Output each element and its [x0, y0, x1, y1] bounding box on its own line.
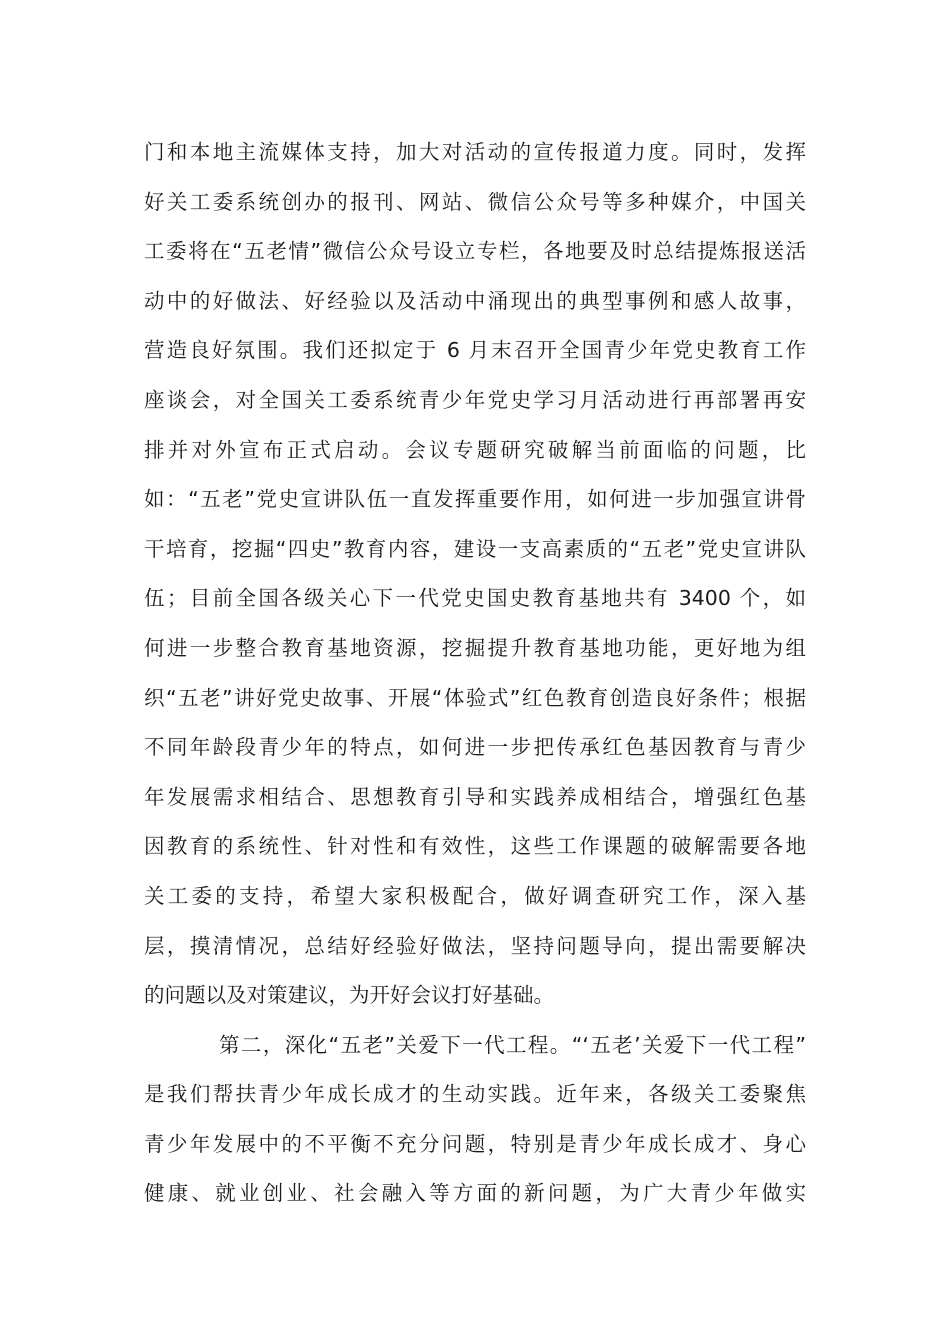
- paragraph-line: 动中的好做法、好经验以及活动中涌现出的典型事例和感人故事，: [144, 288, 806, 313]
- paragraph-line: 的问题以及对策建议，为开好会议打好基础。: [144, 983, 554, 1008]
- paragraph-line: 青少年发展中的不平衡不充分问题，特别是青少年成长成才、身心: [144, 1131, 806, 1156]
- paragraph-2: [144, 1021, 806, 1219]
- paragraph-line: 是我们帮扶青少年成长成才的生动实践。近年来，各级关工委聚焦: [144, 1082, 806, 1107]
- paragraph-line: 干培育，挖掘“四史”教育内容，建设一支高素质的“五老”党史宣讲队: [144, 536, 806, 561]
- paragraph-line: 织“五老”讲好党史故事、开展“体验式”红色教育创造良好条件；根据: [144, 685, 806, 710]
- paragraph-line: 如：“五老”党史宣讲队伍一直发挥重要作用，如何进一步加强宣讲骨: [144, 487, 806, 512]
- paragraph-line: 层，摸清情况，总结好经验好做法，坚持问题导向，提出需要解决: [144, 933, 806, 958]
- paragraph-line: 座谈会，对全国关工委系统青少年党史学习月活动进行再部署再安: [144, 387, 806, 412]
- paragraph-1: [144, 128, 806, 1021]
- paragraph-line: 第二，深化“五老”关爱下一代工程。“‘五老’关爱下一代工程”: [219, 1032, 806, 1057]
- paragraph-line: 年发展需求相结合、思想教育引导和实践养成相结合，增强红色基: [144, 784, 806, 809]
- paragraph-line: 伍；目前全国各级关心下一代党史国史教育基地共有 3400 个，如: [144, 586, 806, 611]
- paragraph-line: 好关工委系统创办的报刊、网站、微信公众号等多种媒介，中国关: [144, 189, 806, 214]
- paragraph-line: 何进一步整合教育基地资源，挖掘提升教育基地功能，更好地为组: [144, 635, 806, 660]
- paragraph-line: 营造良好氛围。我们还拟定于 6 月末召开全国青少年党史教育工作: [144, 338, 806, 363]
- paragraph-line: 因教育的系统性、针对性和有效性，这些工作课题的破解需要各地: [144, 834, 806, 859]
- paragraph-line: 关工委的支持，希望大家积极配合，做好调查研究工作，深入基: [144, 883, 806, 908]
- paragraph-line: 不同年龄段青少年的特点，如何进一步把传承红色基因教育与青少: [144, 735, 806, 760]
- paragraph-line: 排并对外宣布正式启动。会议专题研究破解当前面临的问题，比: [144, 437, 806, 462]
- paragraph-line: 健康、就业创业、社会融入等方面的新问题，为广大青少年做实: [144, 1181, 806, 1206]
- paragraph-line: 门和本地主流媒体支持，加大对活动的宣传报道力度。同时，发挥: [144, 140, 806, 164]
- document-body: [144, 128, 806, 1219]
- paragraph-line: 工委将在“五老情”微信公众号设立专栏，各地要及时总结提炼报送活: [144, 239, 806, 264]
